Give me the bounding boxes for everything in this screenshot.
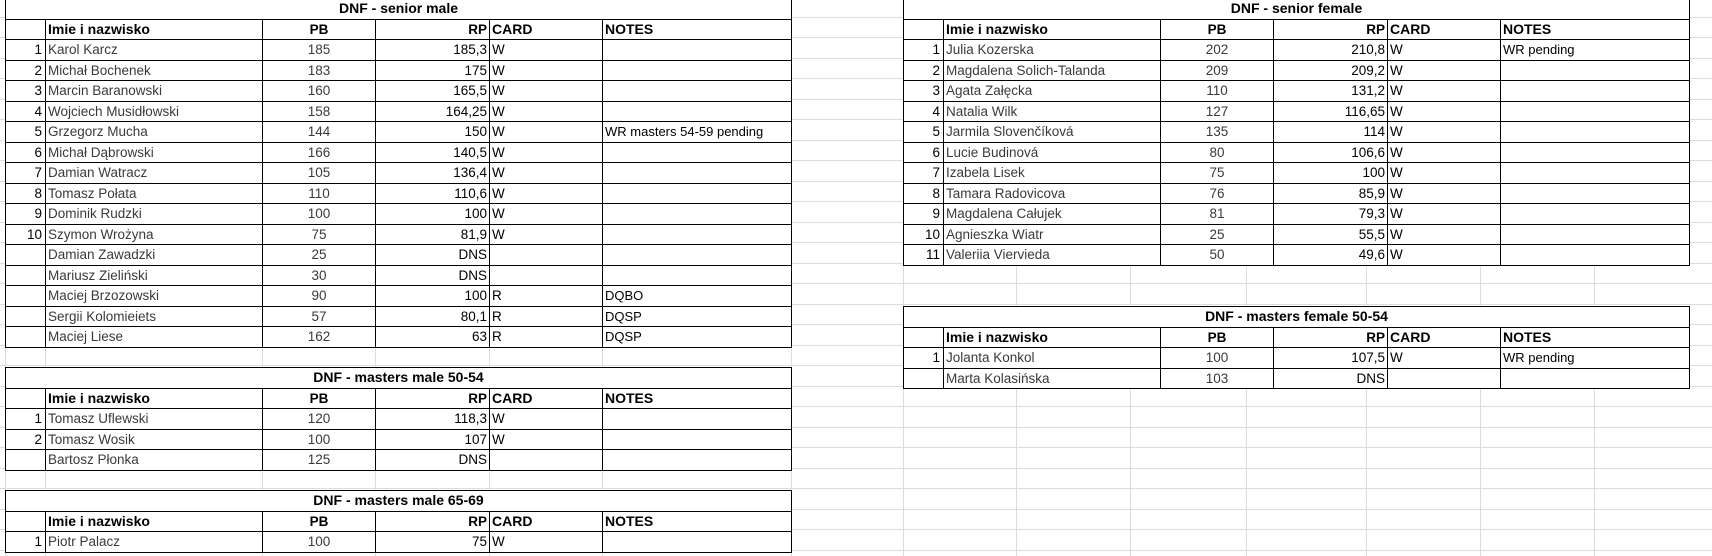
card-cell[interactable]: W [1388,183,1501,204]
rp-cell[interactable]: 116,65 [1274,101,1388,122]
place-cell[interactable]: 1 [904,348,944,369]
table-title-row [904,307,1690,328]
place-cell[interactable]: 1 [6,409,46,430]
rp-cell[interactable]: 131,2 [1274,81,1388,102]
table-row [6,265,792,286]
table-title-row [6,491,792,512]
table-row [6,224,792,245]
pb-cell[interactable]: 120 [263,409,376,430]
place-cell[interactable]: 4 [904,101,944,122]
pb-cell[interactable]: 183 [263,60,376,81]
table-row [6,286,792,307]
pb-cell[interactable]: 162 [263,327,376,348]
pb-cell[interactable]: 100 [1161,348,1274,369]
card-cell[interactable]: W [1388,348,1501,369]
table-row [6,122,792,143]
name-cell[interactable]: Lucie Budinová [944,142,1161,163]
pb-cell[interactable]: 160 [263,81,376,102]
header-row [6,388,792,409]
notes-cell[interactable] [603,245,792,266]
table-row [6,40,792,61]
name-cell[interactable]: Tomasz Połata [46,183,263,204]
card-cell[interactable]: W [490,409,603,430]
table-title-cell[interactable]: DNF - masters male 65-69 [6,491,792,512]
rp-cell[interactable]: 100 [376,286,490,307]
table-row [6,450,792,471]
place-cell[interactable]: 2 [6,429,46,450]
rp-cell[interactable]: 55,5 [1274,224,1388,245]
notes-cell[interactable] [1501,81,1690,102]
pb-cell[interactable]: 185 [263,40,376,61]
place-cell[interactable] [6,450,46,471]
notes-cell[interactable] [1501,60,1690,81]
header-pb-cell[interactable]: PB [263,19,376,40]
pb-cell[interactable]: 209 [1161,60,1274,81]
name-cell[interactable]: Sergii Kolomieiets [46,306,263,327]
header-pb-cell[interactable]: PB [263,388,376,409]
header-name-cell[interactable]: Imie i nazwisko [944,19,1161,40]
table-row [904,142,1690,163]
rp-cell[interactable]: 165,5 [376,81,490,102]
card-cell[interactable]: W [490,81,603,102]
card-cell[interactable]: W [1388,101,1501,122]
rp-cell[interactable]: 63 [376,327,490,348]
notes-cell[interactable] [1501,183,1690,204]
table-row [904,224,1690,245]
notes-cell[interactable] [603,429,792,450]
rp-cell[interactable]: 80,1 [376,306,490,327]
pb-cell[interactable]: 105 [263,163,376,184]
table-row [6,409,792,430]
card-cell[interactable]: R [490,327,603,348]
notes-cell[interactable]: DQSP [603,327,792,348]
notes-cell[interactable] [603,204,792,225]
pb-cell[interactable]: 125 [263,450,376,471]
header-place-cell[interactable] [6,511,46,532]
header-notes-cell[interactable]: NOTES [603,19,792,40]
name-cell[interactable]: Szymon Wrożyna [46,224,263,245]
notes-cell[interactable] [603,142,792,163]
pb-cell[interactable]: 100 [263,532,376,553]
table-row [6,163,792,184]
rp-cell[interactable]: 100 [376,204,490,225]
place-cell[interactable]: 7 [6,163,46,184]
name-cell[interactable]: Maciej Liese [46,327,263,348]
pb-cell[interactable]: 127 [1161,101,1274,122]
card-cell[interactable]: W [490,429,603,450]
name-cell[interactable]: Dominik Rudzki [46,204,263,225]
header-card-cell[interactable]: CARD [1388,327,1501,348]
place-cell[interactable] [6,265,46,286]
notes-cell[interactable] [603,450,792,471]
place-cell[interactable]: 1 [6,40,46,61]
name-cell[interactable]: Jolanta Konkol [944,348,1161,369]
name-cell[interactable]: Agata Załęcka [944,81,1161,102]
place-cell[interactable]: 1 [904,40,944,61]
table-row [904,245,1690,266]
rp-cell[interactable]: 81,9 [376,224,490,245]
notes-cell[interactable] [1501,368,1690,389]
header-card-cell[interactable]: CARD [1388,19,1501,40]
card-cell[interactable]: W [1388,81,1501,102]
table-row [904,183,1690,204]
notes-cell[interactable] [603,224,792,245]
table-row [904,163,1690,184]
header-row [6,19,792,40]
notes-cell[interactable] [1501,245,1690,266]
pb-cell[interactable]: 144 [263,122,376,143]
card-cell[interactable]: W [1388,40,1501,61]
rp-cell[interactable]: DNS [376,265,490,286]
table-row [6,142,792,163]
notes-cell[interactable] [603,101,792,122]
table-row [904,348,1690,369]
table-senior-female [903,0,1690,266]
header-place-cell[interactable] [904,327,944,348]
name-cell[interactable]: Damian Zawadzki [46,245,263,266]
name-cell[interactable]: Damian Watracz [46,163,263,184]
header-notes-cell[interactable]: NOTES [603,511,792,532]
card-cell[interactable]: W [1388,245,1501,266]
header-notes-cell[interactable]: NOTES [1501,327,1690,348]
table-row [6,245,792,266]
header-rp-cell[interactable]: RP [376,19,490,40]
place-cell[interactable] [6,327,46,348]
header-name-cell[interactable]: Imie i nazwisko [46,511,263,532]
header-card-cell[interactable]: CARD [490,388,603,409]
name-cell[interactable]: Jarmila Slovenčíková [944,122,1161,143]
notes-cell[interactable] [603,265,792,286]
rp-cell[interactable]: 164,25 [376,101,490,122]
place-cell[interactable]: 5 [6,122,46,143]
rp-cell[interactable]: DNS [376,245,490,266]
place-cell[interactable]: 10 [6,224,46,245]
rp-cell[interactable]: 150 [376,122,490,143]
header-rp-cell[interactable]: RP [1274,19,1388,40]
name-cell[interactable]: Maciej Brzozowski [46,286,263,307]
notes-cell[interactable]: WR masters 54-59 pending [603,122,792,143]
rp-cell[interactable]: 106,6 [1274,142,1388,163]
header-row [6,511,792,532]
card-cell[interactable]: R [490,286,603,307]
table-row [6,204,792,225]
rp-cell[interactable]: 114 [1274,122,1388,143]
rp-cell[interactable]: 185,3 [376,40,490,61]
card-cell[interactable]: W [1388,122,1501,143]
table-row [904,101,1690,122]
pb-cell[interactable]: 158 [263,101,376,122]
table-masters-female-50-54 [903,306,1690,389]
place-cell[interactable]: 1 [6,532,46,553]
rp-cell[interactable]: 136,4 [376,163,490,184]
name-cell[interactable]: Karol Karcz [46,40,263,61]
header-rp-cell[interactable]: RP [376,388,490,409]
pb-cell[interactable]: 57 [263,306,376,327]
table-title-row [904,0,1690,19]
notes-cell[interactable] [603,532,792,553]
name-cell[interactable]: Michał Bochenek [46,60,263,81]
rp-cell[interactable]: 210,8 [1274,40,1388,61]
notes-cell[interactable] [1501,142,1690,163]
place-cell[interactable]: 6 [6,142,46,163]
header-name-cell[interactable]: Imie i nazwisko [944,327,1161,348]
pb-cell[interactable]: 25 [263,245,376,266]
pb-cell[interactable]: 81 [1161,204,1274,225]
header-card-cell[interactable]: CARD [490,511,603,532]
rp-cell[interactable]: 107 [376,429,490,450]
notes-cell[interactable] [1501,224,1690,245]
rp-cell[interactable]: DNS [1274,368,1388,389]
table-senior-male [5,0,792,348]
rp-cell[interactable]: 110,6 [376,183,490,204]
name-cell[interactable]: Valeriia Viervieda [944,245,1161,266]
table-row [904,122,1690,143]
pb-cell[interactable]: 166 [263,142,376,163]
card-cell[interactable]: W [490,40,603,61]
name-cell[interactable]: Marcin Baranowski [46,81,263,102]
card-cell[interactable] [490,450,603,471]
card-cell[interactable]: W [490,183,603,204]
name-cell[interactable]: Mariusz Zieliński [46,265,263,286]
place-cell[interactable]: 7 [904,163,944,184]
card-cell[interactable]: W [490,101,603,122]
table-row [904,81,1690,102]
notes-cell[interactable] [603,183,792,204]
table-row [6,60,792,81]
notes-cell[interactable]: DQBO [603,286,792,307]
header-place-cell[interactable] [904,19,944,40]
table-row [6,101,792,122]
rp-cell[interactable]: 175 [376,60,490,81]
place-cell[interactable]: 3 [904,81,944,102]
header-place-cell[interactable] [6,388,46,409]
name-cell[interactable]: Piotr Palacz [46,532,263,553]
notes-cell[interactable]: WR pending [1501,40,1690,61]
table-title-row [6,368,792,389]
table-title-cell[interactable]: DNF - masters female 50-54 [904,307,1690,328]
notes-cell[interactable]: DQSP [603,306,792,327]
place-cell[interactable]: 2 [904,60,944,81]
pb-cell[interactable]: 90 [263,286,376,307]
name-cell[interactable]: Magdalena Solich-Talanda [944,60,1161,81]
pb-cell[interactable]: 80 [1161,142,1274,163]
card-cell[interactable]: W [1388,163,1501,184]
rp-cell[interactable]: DNS [376,450,490,471]
card-cell[interactable] [1388,368,1501,389]
notes-cell[interactable] [603,409,792,430]
rp-cell[interactable]: 100 [1274,163,1388,184]
pb-cell[interactable]: 50 [1161,245,1274,266]
notes-cell[interactable]: WR pending [1501,348,1690,369]
place-cell[interactable]: 9 [904,204,944,225]
place-cell[interactable]: 5 [904,122,944,143]
name-cell[interactable]: Tomasz Wosik [46,429,263,450]
pb-cell[interactable]: 202 [1161,40,1274,61]
table-masters-male-65-69 [5,490,792,553]
notes-cell[interactable] [1501,163,1690,184]
notes-cell[interactable] [603,40,792,61]
place-cell[interactable] [6,286,46,307]
name-cell[interactable]: Tomasz Uflewski [46,409,263,430]
name-cell[interactable]: Magdalena Całujek [944,204,1161,225]
name-cell[interactable]: Marta Kolasińska [944,368,1161,389]
place-cell[interactable]: 8 [904,183,944,204]
table-row [904,60,1690,81]
pb-cell[interactable]: 110 [1161,81,1274,102]
rp-cell[interactable]: 85,9 [1274,183,1388,204]
place-cell[interactable]: 10 [904,224,944,245]
notes-cell[interactable] [1501,101,1690,122]
card-cell[interactable]: W [490,163,603,184]
notes-cell[interactable] [603,163,792,184]
card-cell[interactable]: W [490,224,603,245]
table-row [904,368,1690,389]
header-pb-cell[interactable]: PB [1161,327,1274,348]
card-cell[interactable]: W [490,60,603,81]
notes-cell[interactable] [1501,204,1690,225]
name-cell[interactable]: Bartosz Płonka [46,450,263,471]
card-cell[interactable]: W [490,122,603,143]
pb-cell[interactable]: 100 [263,429,376,450]
place-cell[interactable]: 6 [904,142,944,163]
card-cell[interactable]: W [1388,204,1501,225]
notes-cell[interactable] [603,81,792,102]
table-row [904,40,1690,61]
header-card-cell[interactable]: CARD [490,19,603,40]
card-cell[interactable] [490,245,603,266]
pb-cell[interactable]: 75 [1161,163,1274,184]
header-notes-cell[interactable]: NOTES [603,388,792,409]
place-cell[interactable]: 9 [6,204,46,225]
card-cell[interactable] [490,265,603,286]
table-row [6,183,792,204]
pb-cell[interactable]: 30 [263,265,376,286]
place-cell[interactable]: 8 [6,183,46,204]
name-cell[interactable]: Michał Dąbrowski [46,142,263,163]
header-rp-cell[interactable]: RP [376,511,490,532]
table-row [6,327,792,348]
card-cell[interactable]: W [490,142,603,163]
card-cell[interactable]: W [1388,224,1501,245]
table-masters-male-50-54 [5,367,792,471]
pb-cell[interactable]: 135 [1161,122,1274,143]
place-cell[interactable] [904,368,944,389]
rp-cell[interactable]: 107,5 [1274,348,1388,369]
place-cell[interactable] [6,306,46,327]
table-row [6,532,792,553]
pb-cell[interactable]: 76 [1161,183,1274,204]
header-name-cell[interactable]: Imie i nazwisko [46,19,263,40]
notes-cell[interactable] [1501,122,1690,143]
table-title-cell[interactable]: DNF - senior male [6,0,792,19]
table-row [6,81,792,102]
table-row [6,429,792,450]
pb-cell[interactable]: 25 [1161,224,1274,245]
header-rp-cell[interactable]: RP [1274,327,1388,348]
header-pb-cell[interactable]: PB [1161,19,1274,40]
rp-cell[interactable]: 79,3 [1274,204,1388,225]
header-name-cell[interactable]: Imie i nazwisko [46,388,263,409]
header-pb-cell[interactable]: PB [263,511,376,532]
card-cell[interactable]: W [1388,60,1501,81]
name-cell[interactable]: Wojciech Musidłowski [46,101,263,122]
notes-cell[interactable] [603,60,792,81]
header-row [904,19,1690,40]
table-title-cell[interactable]: DNF - masters male 50-54 [6,368,792,389]
rp-cell[interactable]: 75 [376,532,490,553]
table-title-cell[interactable]: DNF - senior female [904,0,1690,19]
rp-cell[interactable]: 209,2 [1274,60,1388,81]
rp-cell[interactable]: 140,5 [376,142,490,163]
place-cell[interactable]: 2 [6,60,46,81]
pb-cell[interactable]: 103 [1161,368,1274,389]
name-cell[interactable]: Grzegorz Mucha [46,122,263,143]
header-row [904,327,1690,348]
table-row [904,204,1690,225]
pb-cell[interactable]: 110 [263,183,376,204]
header-place-cell[interactable] [6,19,46,40]
rp-cell[interactable]: 49,6 [1274,245,1388,266]
pb-cell[interactable]: 100 [263,204,376,225]
card-cell[interactable]: R [490,306,603,327]
name-cell[interactable]: Agnieszka Wiatr [944,224,1161,245]
place-cell[interactable]: 11 [904,245,944,266]
name-cell[interactable]: Izabela Lisek [944,163,1161,184]
name-cell[interactable]: Natalia Wilk [944,101,1161,122]
rp-cell[interactable]: 118,3 [376,409,490,430]
header-notes-cell[interactable]: NOTES [1501,19,1690,40]
card-cell[interactable]: W [490,204,603,225]
place-cell[interactable]: 3 [6,81,46,102]
card-cell[interactable]: W [1388,142,1501,163]
table-title-row [6,0,792,19]
place-cell[interactable] [6,245,46,266]
pb-cell[interactable]: 75 [263,224,376,245]
card-cell[interactable]: W [490,532,603,553]
name-cell[interactable]: Julia Kozerska [944,40,1161,61]
table-row [6,306,792,327]
place-cell[interactable]: 4 [6,101,46,122]
name-cell[interactable]: Tamara Radovicova [944,183,1161,204]
